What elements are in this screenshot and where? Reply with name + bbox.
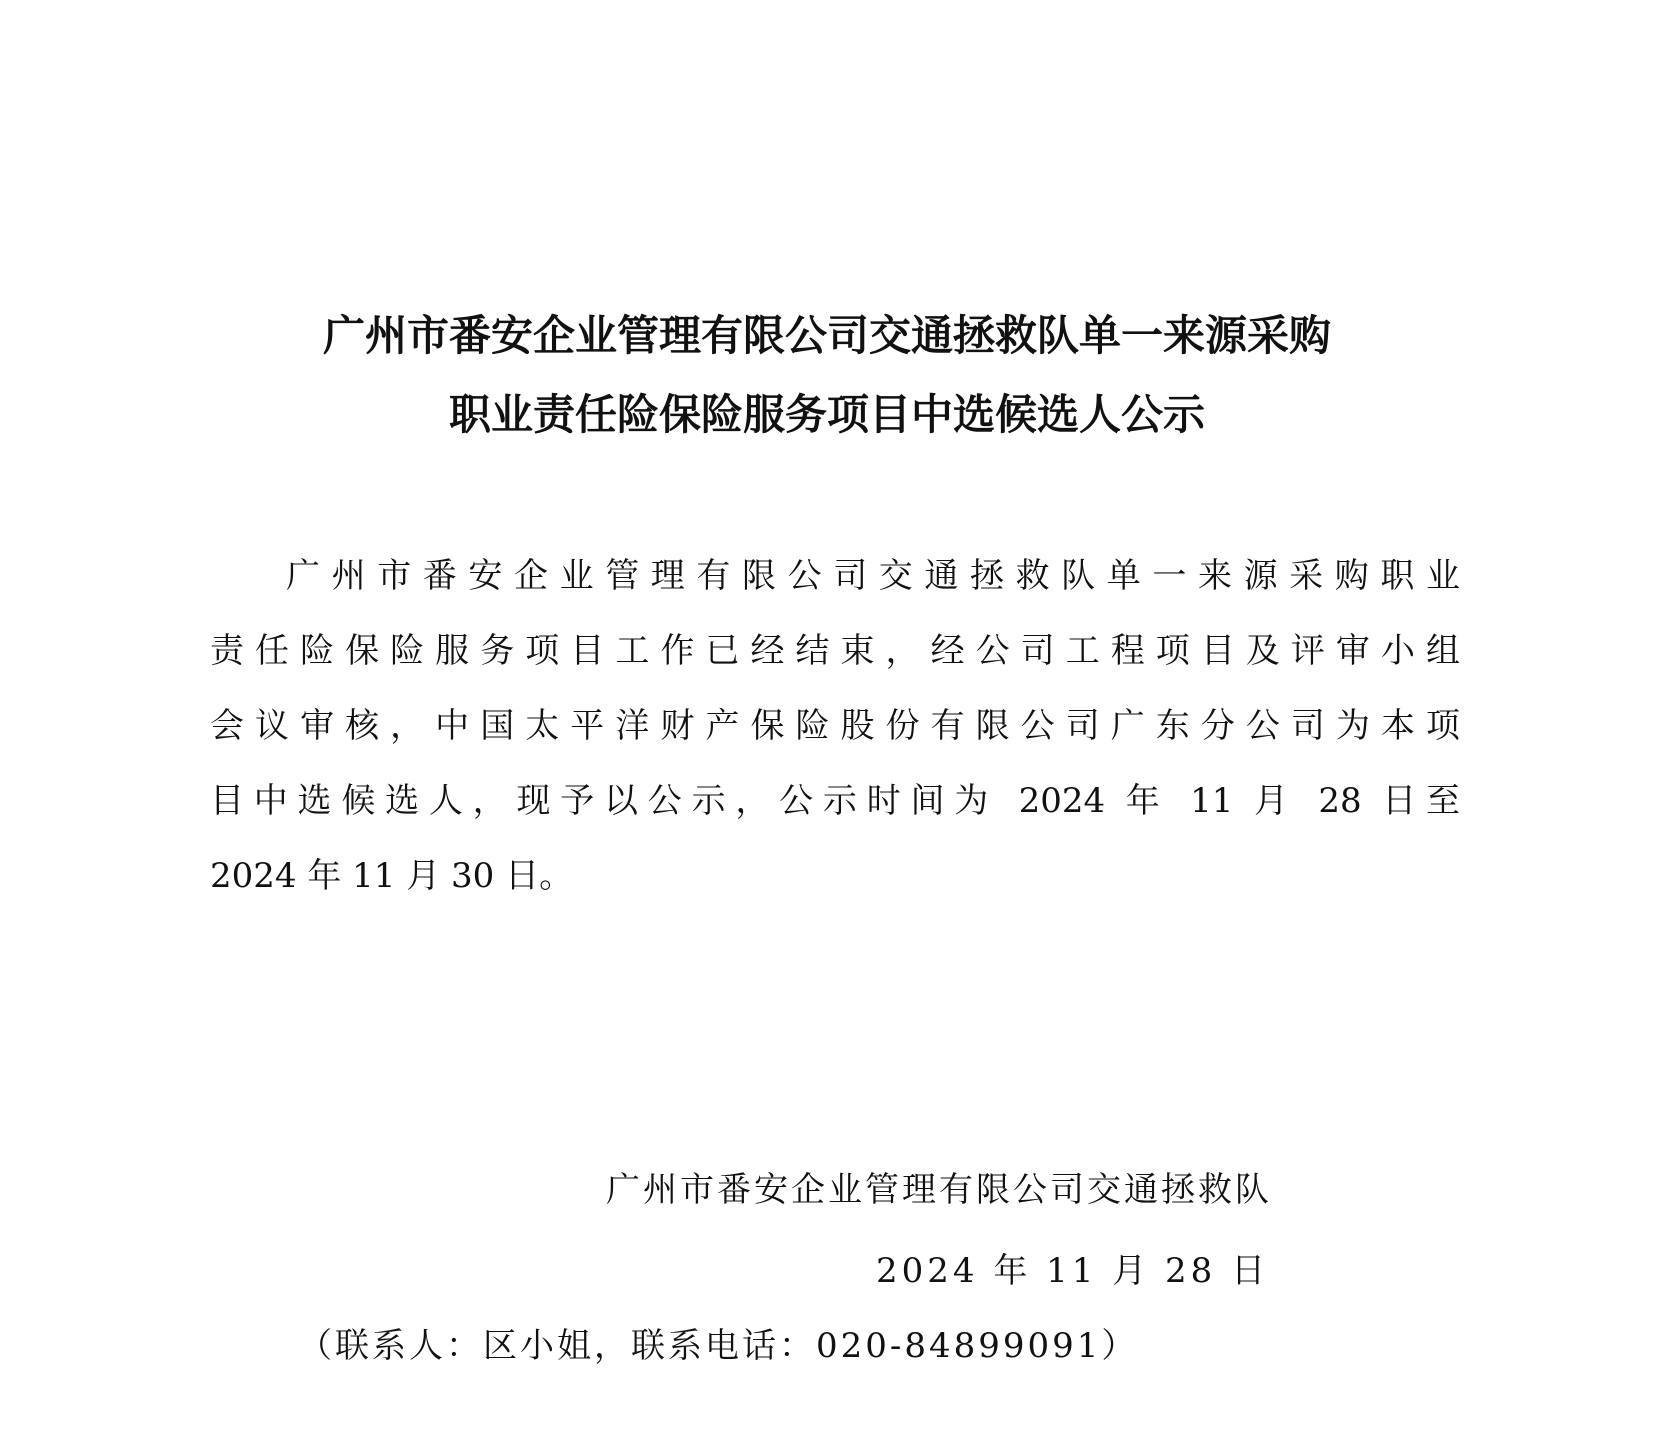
signature-date: 2024 年 11 月 28 日 [876, 1251, 1270, 1291]
body-line-4: 目中选候选人，现予以公示，公示时间为 2024 年 11 月 28 日至 [210, 781, 1460, 821]
contact-info: （联系人：区小姐，联系电话：020-84899091） [298, 1326, 1139, 1366]
notice-title-line-1: 广州市番安企业管理有限公司交通拯救队单一来源采购 [322, 311, 1331, 360]
body-line-2: 责任险保险服务项目工作已经结束，经公司工程项目及评审小组 [210, 631, 1460, 671]
body-line-3: 会议审核，中国太平洋财产保险股份有限公司广东分公司为本项 [210, 706, 1460, 746]
signature-organization: 广州市番安企业管理有限公司交通拯救队 [606, 1170, 1272, 1210]
body-line-5: 2024 年 11 月 30 日。 [210, 856, 574, 896]
notice-title-line-2: 职业责任险保险服务项目中选候选人公示 [448, 390, 1205, 439]
body-line-1: 广州市番安企业管理有限公司交通拯救队单一来源采购职业 [286, 556, 1460, 596]
